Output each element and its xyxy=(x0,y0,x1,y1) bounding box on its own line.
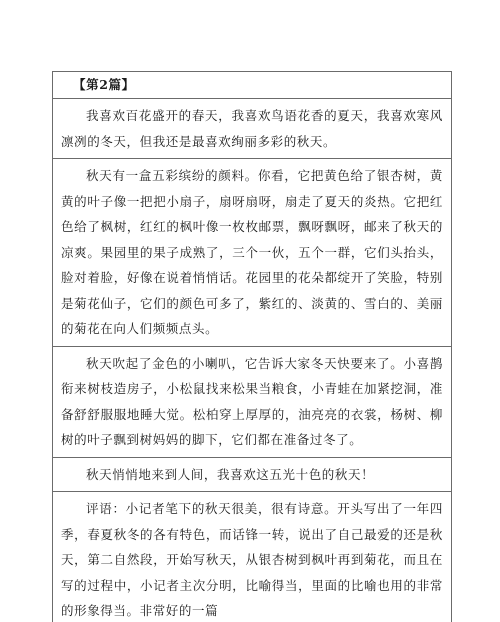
paragraph-row xyxy=(53,347,451,458)
paragraph-winter-prep: 秋天吹起了金色的小喇叭，它告诉大家冬天快要来了。小喜鹊衔来树枝造房子，小松鼠找来松果当粮食，小青蛙在加紧挖洞，准备舒舒服服地睡大觉。松柏穿上厚厚的，油亮亮的衣裳，杨树、柳树的叶子飘到树妈妈的脚下，它们都在准备过冬了。 xyxy=(61,355,443,447)
paragraph-row xyxy=(53,159,451,347)
paragraph-intro: 我喜欢百花盛开的春天，我喜欢鸟语花香的夏天，我喜欢寒风凛冽的冬天，但我还是最喜欢绚丽多彩的秋天。 xyxy=(61,108,443,149)
paragraph-row xyxy=(53,458,451,493)
paragraph-colors: 秋天有一盒五彩缤纷的颜料。你看，它把黄色给了银杏树，黄黄的叶子像一把把小扇子，扇呀扇呀，扇走了夏天的炎热。它把红色给了枫树，红红的枫叶像一枚枚邮票，飘呀飘呀，邮来了秋天的凉爽。果园里的果子成熟了，三个一伙，五个一群，它们头抬头，脸对着脸，好像在说着悄悄话。花园里的花朵都绽开了笑脸，特别是菊花仙子，它们的颜色可多了，紫红的、淡黄的、雪白的、美丽的菊花在向人们频频点头。 xyxy=(61,168,443,336)
paragraph-conclusion: 秋天悄悄地来到人间，我喜欢这五光十色的秋天！ xyxy=(86,466,375,482)
paragraph-row xyxy=(53,99,451,159)
paragraph-comment: 评语：小记者笔下的秋天很美，很有诗意。开头写出了一年四季，春夏秋冬的各有特色，而话锋一转，说出了自己最爱的还是秋天，第二自然段，开始写秋天，从银杏树到枫叶再到菊花，而且在写的过程中，小记者主次分明，比喻得当，里面的比喻也用的非常的形象得当。非常好的一篇 xyxy=(61,501,443,618)
paragraph-row xyxy=(53,492,451,622)
section-heading-text: 【第2篇】 xyxy=(73,77,135,92)
section-heading xyxy=(53,72,451,99)
document-table xyxy=(52,71,452,622)
